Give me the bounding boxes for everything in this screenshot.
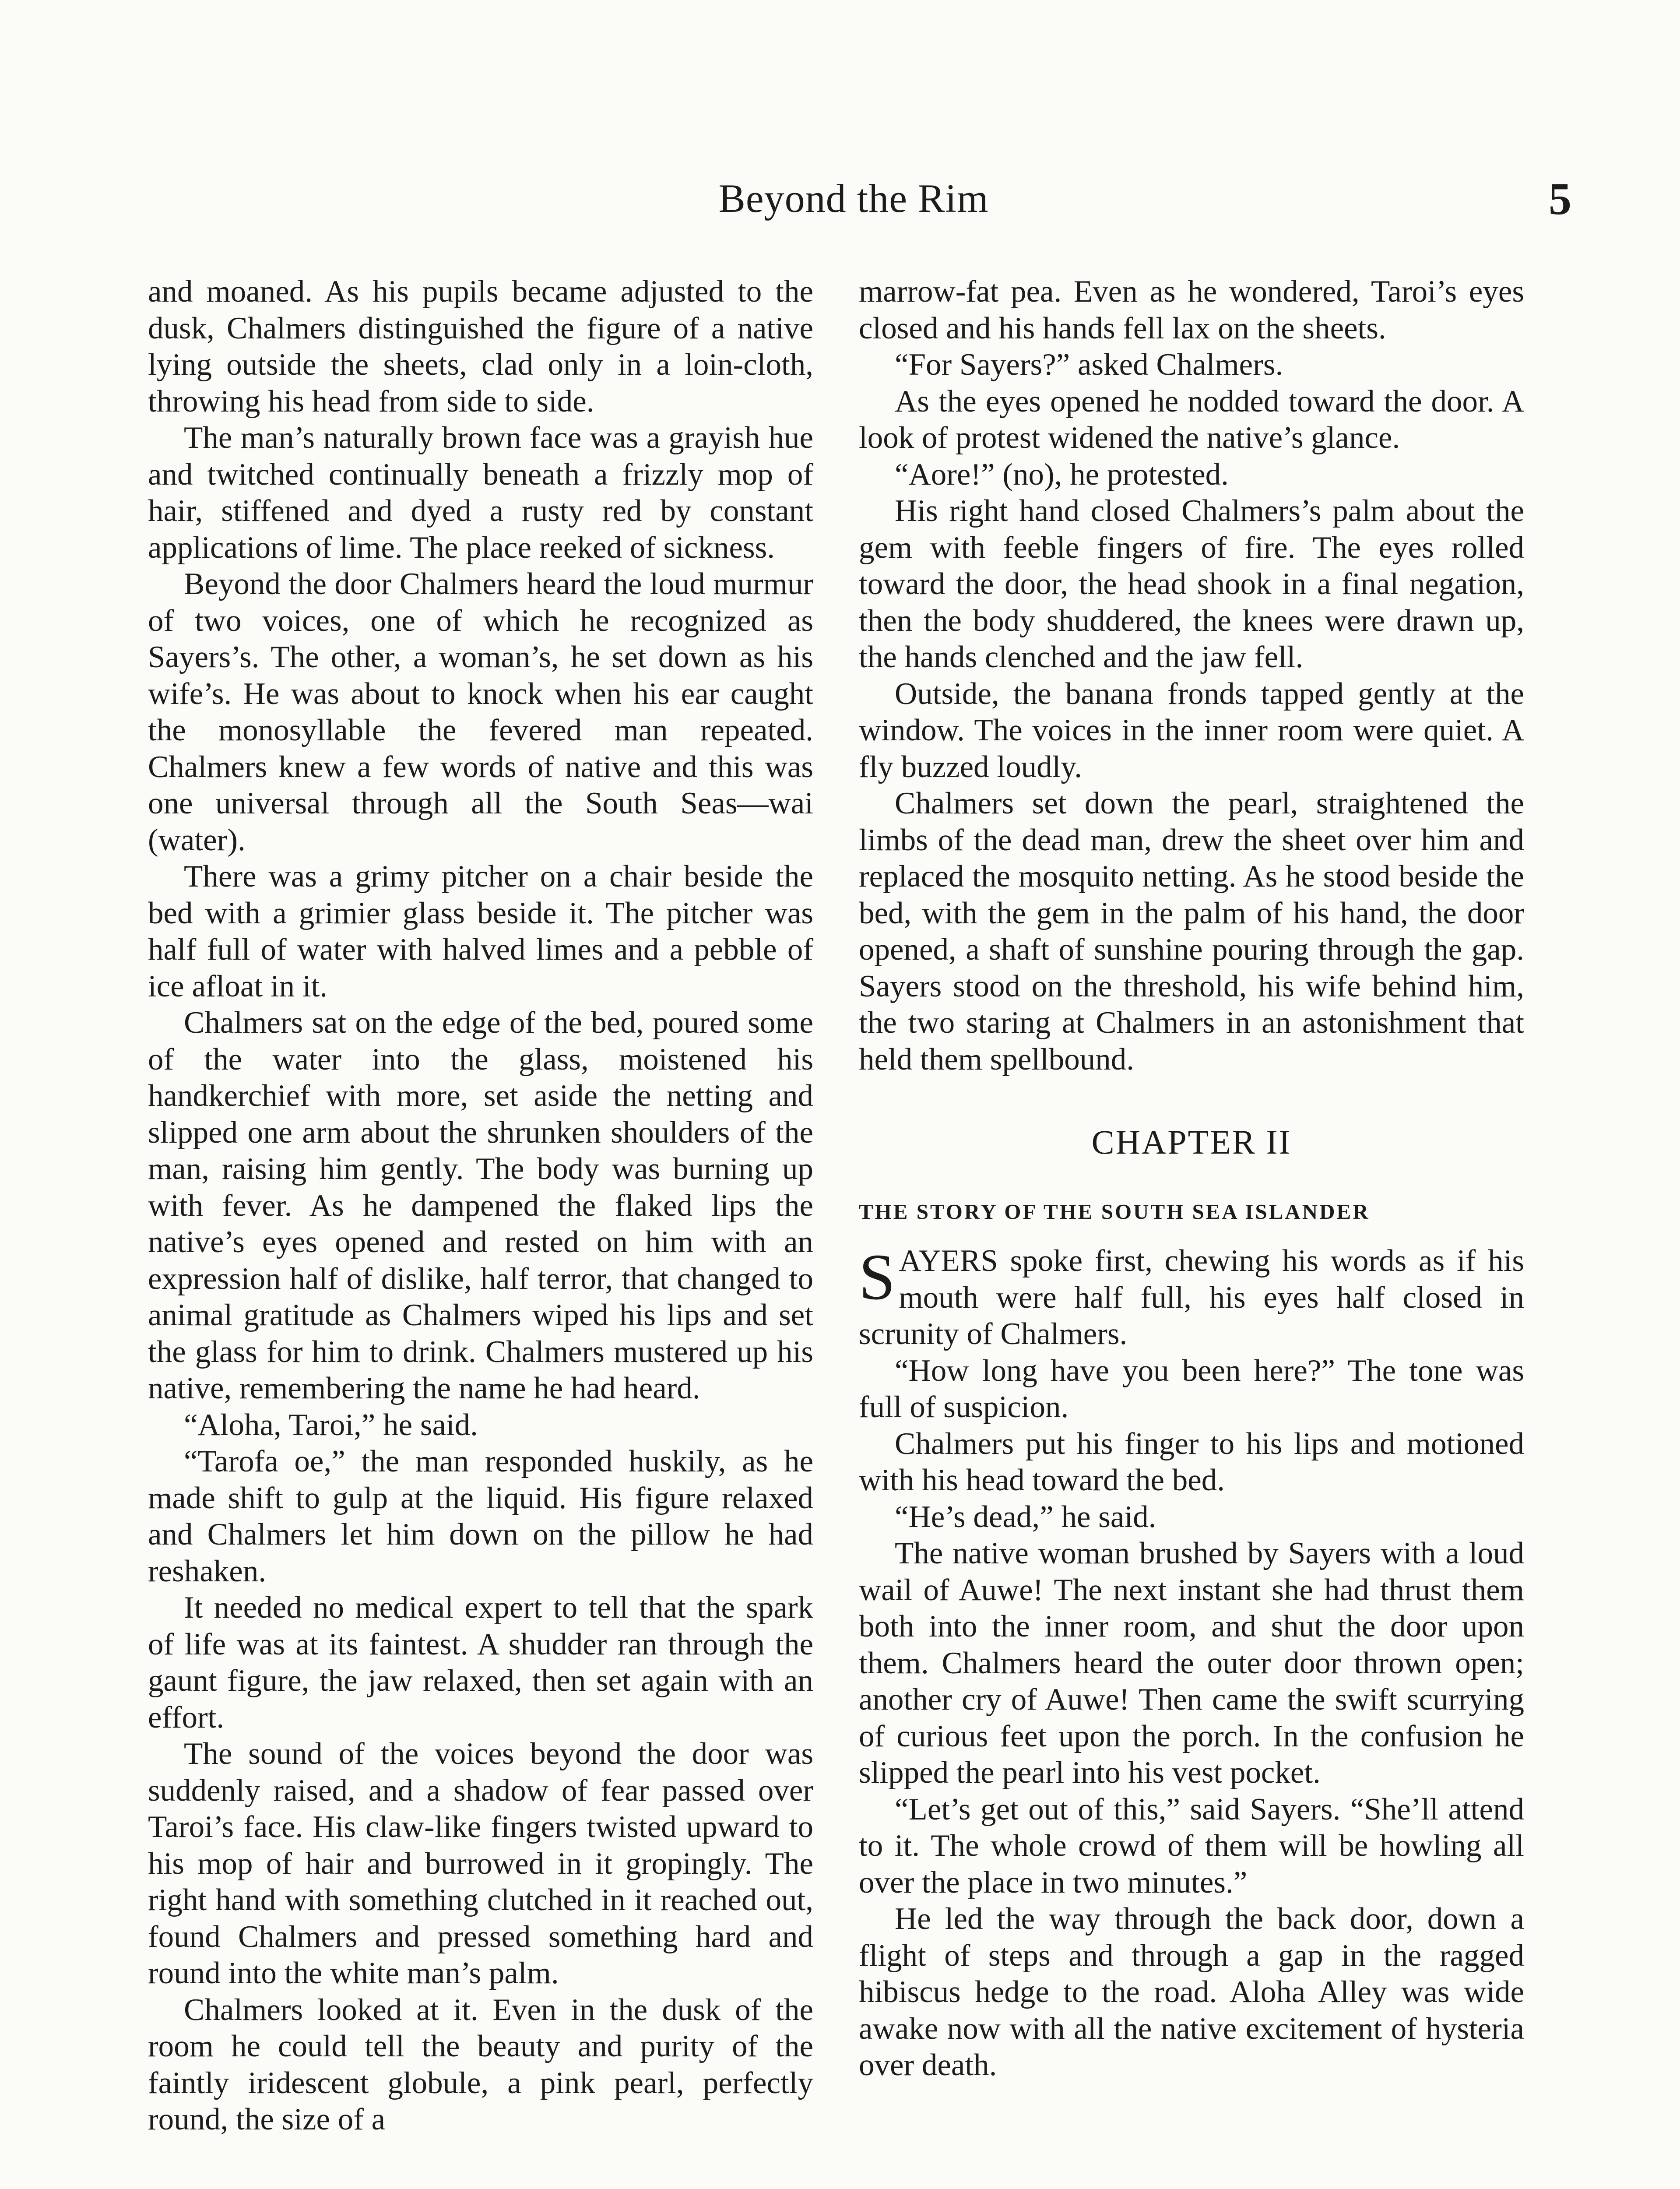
chapter-subtitle: THE STORY OF THE SOUTH SEA ISLANDER: [859, 1199, 1370, 1224]
page-number: 5: [1549, 174, 1571, 224]
paragraph: Chalmers set down the pearl, straightened the limbs of the dead man, drew the sheet over him and replaced the mosquito netting. As he stood beside the bed, with the gem in the palm of his hand, the door opened, a shaft of sunshine pouring through the gap. Sayers stood on the threshold, his wife behind him, the two staring at Chalmers in an astonishment that held them spellbound.: [859, 786, 1524, 1077]
chapter-opening-paragraph: [859, 1243, 1524, 1353]
right-column: [859, 274, 1524, 2084]
paragraph: Outside, the banana fronds tapped gently at the window. The voices in the inner room were quiet. A fly buzzed loudly.: [859, 676, 1524, 784]
paragraph: and moaned. As his pupils became adjusted to the dusk, Chalmers distinguished the figure of a native lying outside the sheets, clad only in a loin-cloth, throwing his head from side to side.: [148, 275, 813, 419]
paragraph: The sound of the voices beyond the door was suddenly raised, and a shadow of fear passed over Taroi’s face. His claw-like fingers twisted upward to his mop of hair and burrowed in it gropingly. The right hand with something clutched in it reached out, found Chalmers and pressed something hard and round into the white man’s palm.: [148, 1737, 813, 1990]
paragraph: marrow-fat pea. Even as he wondered, Taroi’s eyes closed and his hands fell lax on the sheets.: [859, 275, 1524, 345]
paragraph: “He’s dead,” he said.: [895, 1499, 1156, 1534]
paragraph: Chalmers sat on the edge of the bed, poured some of the water into the glass, moistened his handkerchief with more, set aside the netting and slipped one arm about the shrunken shoulders of the man, raising him gently. The body was burning up with fever. As he dampened the flaked lips the native’s eyes opened and rested on him with an expression half of dislike, half terror, that changed to animal gratitude as Chalmers wiped his lips and set the glass for him to drink. Chalmers mustered up his native, remembering the name he had heard.: [148, 1006, 813, 1405]
chapter-title: CHAPTER II: [1091, 1123, 1292, 1161]
drop-cap: S: [859, 1241, 896, 1313]
paragraph: It needed no medical expert to tell that the spark of life was at its faintest. A shudder ran through the gaunt figure, the jaw relaxed, then set again with an effort.: [148, 1591, 813, 1735]
paragraph: The man’s naturally brown face was a grayish hue and twitched continually beneath a frizzly mop of hair, stiffened and dyed a rusty red by constant applications of lime. The place reeked of sickness.: [148, 421, 813, 565]
paragraph: “Let’s get out of this,” said Sayers. “She’ll attend to it. The whole crowd of them will be howling all over the place in two minutes.”: [859, 1792, 1524, 1900]
paragraph: “Tarofa oe,” the man responded huskily, as he made shift to gulp at the liquid. His figure relaxed and Chalmers let him down on the pillow he had reshaken.: [148, 1444, 813, 1588]
paragraph: Chalmers put his finger to his lips and motioned with his head toward the bed.: [859, 1426, 1524, 1497]
paragraph: Beyond the door Chalmers heard the loud murmur of two voices, one of which he recognized as Sayers’s. The other, a woman’s, he set down as his wife’s. He was about to knock when his ear caught the monosyllable the fevered man repeated. Chalmers knew a few words of native and this was one universal through all the South Seas—wai (water).: [148, 567, 813, 857]
left-column: [148, 274, 813, 2138]
paragraph: There was a grimy pitcher on a chair beside the bed with a grimier glass beside it. The pitcher was half full of water with halved limes and a pebble of ice afloat in it.: [148, 859, 813, 1003]
paragraph: He led the way through the back door, down a flight of steps and through a gap in the ragged hibiscus hedge to the road. Aloha Alley was wide awake now with all the native excitement of hysteria over death.: [859, 1902, 1524, 2082]
paragraph: “Aore!” (no), he protested.: [895, 457, 1229, 492]
opening-text: AYERS spoke first, chewing his words as if his mouth were half full, his eyes half closed in scrunity of Chalmers.: [859, 1244, 1524, 1351]
paragraph: Chalmers looked at it. Even in the dusk of the room he could tell the beauty and purity of the faintly iridescent globule, a pink pearl, perfectly round, the size of a: [148, 1992, 813, 2136]
paragraph: “Aloha, Taroi,” he said.: [184, 1408, 478, 1442]
paragraph: “How long have you been here?” The tone was full of suspicion.: [859, 1353, 1524, 1424]
paragraph: His right hand closed Chalmers’s palm about the gem with feeble fingers of fire. The eyes rolled toward the door, the head shook in a final negation, then the body shuddered, the knees were drawn up, the hands clenched and the jaw fell.: [859, 494, 1524, 674]
running-title: Beyond the Rim: [718, 176, 989, 221]
paragraph: The native woman brushed by Sayers with a loud wail of Auwe! The next instant she had thrust them both into the inner room, and shut the door upon them. Chalmers heard the outer door thrown open; another cry of Auwe! Then came the swift scurrying of curious feet upon the porch. In the confusion he slipped the pearl into his vest pocket.: [859, 1536, 1524, 1790]
paragraph: “For Sayers?” asked Chalmers.: [895, 348, 1283, 382]
paragraph: As the eyes opened he nodded toward the door. A look of protest widened the native’s glance.: [859, 384, 1524, 455]
